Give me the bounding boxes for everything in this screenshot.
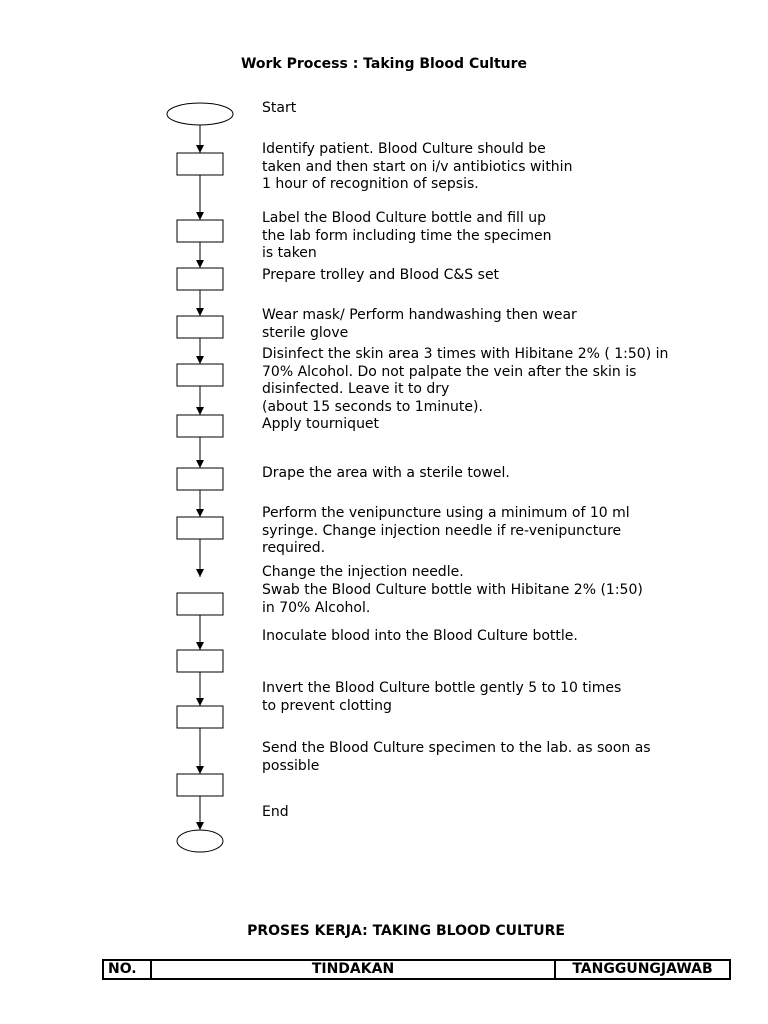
end-terminal bbox=[177, 830, 223, 852]
column-header-tindakan: TINDAKAN bbox=[151, 960, 555, 979]
step-text-inoculate: Inoculate blood into the Blood Culture bottle. bbox=[262, 628, 578, 644]
start-terminal bbox=[167, 103, 233, 125]
step-text-label: Label the Blood Culture bottle and fill up the lab form including time the specimen is taken bbox=[262, 210, 552, 261]
step-text-venipuncture: Perform the venipuncture using a minimum of 10 ml syringe. Change injection needle if re-venipuncture required. bbox=[262, 505, 630, 556]
column-header-tanggungjawab: TANGGUNGJAWAB bbox=[555, 960, 730, 979]
step-text-start: Start bbox=[262, 100, 297, 116]
step-box-invert bbox=[177, 706, 223, 728]
step-box-mask bbox=[177, 316, 223, 338]
step-box-identify bbox=[177, 153, 223, 175]
page-title: Work Process : Taking Blood Culture bbox=[240, 56, 528, 72]
step-box-venipuncture bbox=[177, 517, 223, 539]
step-text-drape: Drape the area with a sterile towel. bbox=[262, 465, 510, 481]
step-box-trolley bbox=[177, 268, 223, 290]
step-text-disinfect: Disinfect the skin area 3 times with Hibitane 2% ( 1:50) in 70% Alcohol. Do not palpate the vein after the skin is disinfected. Leave it to dry (about 15 seconds to 1minute). bbox=[262, 346, 669, 415]
step-box-inoculate bbox=[177, 650, 223, 672]
step-box-disinfect bbox=[177, 364, 223, 386]
step-box-label bbox=[177, 220, 223, 242]
step-text-change-needle: Change the injection needle. bbox=[262, 564, 464, 580]
step-text-identify: Identify patient. Blood Culture should be taken and then start on i/v antibiotics within 1 hour of recognition of sepsis. bbox=[262, 141, 573, 192]
step-text-invert: Invert the Blood Culture bottle gently 5 to 10 times to prevent clotting bbox=[262, 680, 622, 714]
step-text-end: End bbox=[262, 804, 289, 820]
section2-title: PROSES KERJA: TAKING BLOOD CULTURE bbox=[247, 923, 565, 939]
step-text-send: Send the Blood Culture specimen to the lab. as soon as possible bbox=[262, 740, 651, 774]
step-box-send bbox=[177, 774, 223, 796]
step-text-swab: Swab the Blood Culture bottle with Hibitane 2% (1:50) in 70% Alcohol. bbox=[262, 582, 643, 616]
step-text-trolley: Prepare trolley and Blood C&S set bbox=[262, 267, 500, 283]
column-header-no: NO. bbox=[103, 960, 151, 979]
step-box-tourniquet bbox=[177, 415, 223, 437]
step-text-tourniquet: Apply tourniquet bbox=[262, 416, 380, 432]
step-box-drape bbox=[177, 468, 223, 490]
step-text-mask: Wear mask/ Perform handwashing then wear sterile glove bbox=[262, 307, 577, 341]
process-table-header bbox=[102, 959, 731, 980]
step-box-swab bbox=[177, 593, 223, 615]
